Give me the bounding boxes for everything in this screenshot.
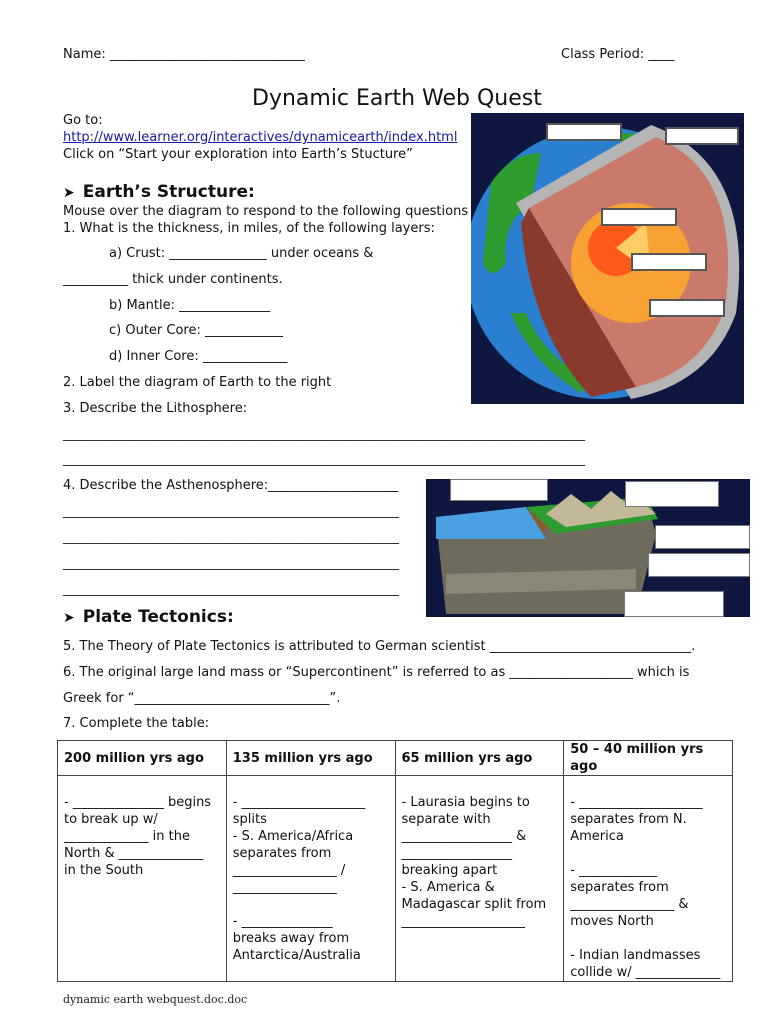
- table-header-cell: 50 – 40 million yrs ago: [564, 741, 733, 776]
- answer-inner-core: d) Inner Core: _____________: [109, 349, 288, 364]
- answer-mantle: b) Mantle: ______________: [109, 298, 271, 313]
- plate-tectonics-heading: [63, 607, 234, 627]
- table-row: [58, 776, 733, 982]
- page-title: Dynamic Earth Web Quest: [252, 86, 542, 111]
- diagram-label-box[interactable]: [624, 591, 724, 617]
- table-cell[interactable]: - Laurasia begins to separate with _________________ & _________________ breaking apart - S. America & Madagascar split from ___________________: [395, 776, 564, 982]
- table-header-cell: 135 million yrs ago: [226, 741, 395, 776]
- mouse-over-instruction: Mouse over the diagram to respond to the following questions: [63, 204, 469, 219]
- answer-line: ________________________________________________________: [63, 504, 399, 518]
- table-header-row: [58, 741, 733, 776]
- goto-label: Go to:: [63, 113, 103, 128]
- diagram-label-box[interactable]: [625, 481, 719, 507]
- answer-line: _______________________________________________________________________________________: [63, 452, 585, 466]
- diagram-label-box[interactable]: [601, 208, 677, 226]
- question-6-continued: Greek for “______________________________”.: [63, 691, 341, 706]
- answer-line: ________________________________________________________: [63, 530, 399, 544]
- table-header-cell: 200 million yrs ago: [58, 741, 227, 776]
- diagram-label-box[interactable]: [631, 253, 707, 271]
- earth-structure-heading: [63, 182, 255, 202]
- arrowhead-bullet-icon: ➤: [63, 610, 75, 626]
- question-4: 4. Describe the Asthenosphere:____________________: [63, 478, 399, 493]
- answer-line: ________________________________________________________: [63, 556, 399, 570]
- arrowhead-bullet-icon: ➤: [63, 185, 75, 201]
- diagram-label-box[interactable]: [655, 525, 750, 549]
- question-6: 6. The original large land mass or “Supercontinent” is referred to as ___________________ which is: [63, 665, 690, 680]
- diagram-label-box[interactable]: [546, 123, 622, 141]
- plate-tectonics-heading-text: Plate Tectonics:: [82, 607, 234, 627]
- diagram-label-box[interactable]: [665, 127, 739, 145]
- lithosphere-diagram: [426, 479, 750, 617]
- answer-outer-core: c) Outer Core: ____________: [109, 323, 283, 338]
- plate-history-table: [57, 740, 733, 982]
- earth-structure-heading-text: Earth’s Structure:: [82, 182, 255, 202]
- answer-crust-continents: __________ thick under continents.: [63, 272, 283, 287]
- table-cell[interactable]: - ___________________ splits - S. America/Africa separates from ________________ / ________________ - ______________ breaks away from Antarctica/Australia: [226, 776, 395, 982]
- question-3: 3. Describe the Lithosphere:: [63, 401, 248, 416]
- name-field: Name: ______________________________: [63, 47, 305, 62]
- question-7: 7. Complete the table:: [63, 716, 210, 731]
- answer-line: ________________________________________________________: [63, 582, 399, 596]
- question-1: 1. What is the thickness, in miles, of the following layers:: [63, 221, 435, 236]
- dynamic-earth-link[interactable]: http://www.learner.org/interactives/dynamicearth/index.html: [63, 130, 458, 145]
- instruction-text: Click on “Start your exploration into Earth’s Stucture”: [63, 147, 413, 162]
- footer-filename: dynamic earth webquest.doc.doc: [63, 993, 248, 1006]
- diagram-label-box[interactable]: [450, 479, 548, 501]
- table-cell[interactable]: - ______________ begins to break up w/ _____________ in the North & _____________ in the South: [58, 776, 227, 982]
- earth-layers-diagram: [471, 113, 744, 404]
- diagram-label-box[interactable]: [649, 299, 725, 317]
- diagram-label-box[interactable]: [648, 553, 750, 577]
- question-2: 2. Label the diagram of Earth to the right: [63, 375, 332, 390]
- table-cell[interactable]: - ___________________ separates from N. America - ____________ separates from ________________ & moves North - Indian landmasses collide w/ _____________: [564, 776, 733, 982]
- table-header-cell: 65 million yrs ago: [395, 741, 564, 776]
- question-5: 5. The Theory of Plate Tectonics is attributed to German scientist _______________________________.: [63, 639, 696, 654]
- answer-line: _______________________________________________________________________________________: [63, 427, 585, 441]
- class-period-field: Class Period: ____: [561, 47, 675, 62]
- answer-crust: a) Crust: _______________ under oceans &: [109, 246, 374, 261]
